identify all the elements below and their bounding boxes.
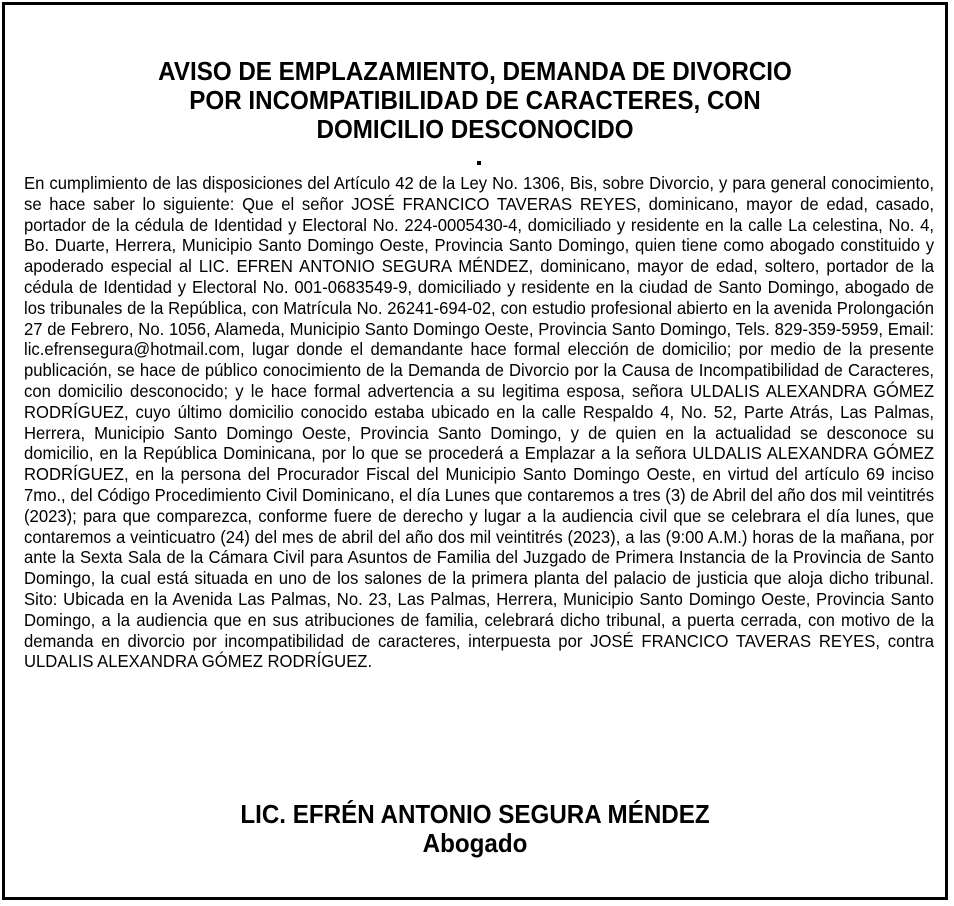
title-line-1: AVISO DE EMPLAZAMIENTO, DEMANDA DE DIVORCIO [158, 56, 792, 86]
signature-block [75, 800, 875, 858]
title-separator-dot [477, 161, 481, 165]
title-line-2: POR INCOMPATIBILIDAD DE CARACTERES, CON [189, 85, 761, 115]
title-line-3: DOMICILIO DESCONOCIDO [316, 114, 634, 144]
notice-body: En cumplimiento de las disposiciones del Artículo 42 de la Ley No. 1306, Bis, sobre Divorcio, y para general conocimiento, se hace saber lo siguiente: Que el señor JOSÉ FRANCICO TAVERAS REYES, dominicano, mayor de edad, casado, portador de la cédula de Identidad y Electoral No. 224-0005430-4, domiciliado y residente en la calle La celestina, No. 4, Bo. Duarte, Herrera, Municipio Santo Domingo Oeste, Provincia Santo Domingo, quien tiene como abogado constituido y apoderado especial al LIC. EFREN ANTONIO SEGURA MÉNDEZ, dominicano, mayor de edad, soltero, portador de la cédula de Identidad y Electoral No. 001-0683549-9, domiciliado y residente en la ciudad de Santo Domingo, abogado de los tribunales de la República, con Matrícula No. 26241-694-02, con estudio profesional abierto en la avenida Prolongación 27 de Febrero, No. 1056, Alameda, Municipio Santo Domingo Oeste, Provincia Santo Domingo, Tels. 829-359-5959, Email: lic.efrensegura@hotmail.com, lugar donde el demandante hace formal elección de domicilio; por medio de la presente publicación, se hace de público conocimiento de la Demanda de Divorcio por la Causa de Incompatibilidad de Caracteres, con domicilio desconocido; y le hace formal advertencia a su legitima esposa, señora ULDALIS ALEXANDRA GÓMEZ RODRÍGUEZ, cuyo último domicilio conocido estaba ubicado en la calle Respaldo 4, No. 52, Parte Atrás, Las Palmas, Herrera, Municipio Santo Domingo Oeste, Provincia Santo Domingo, y de quien en la actualidad se desconoce su domicilio, en la República Dominicana, por lo que se procederá a Emplazar a la señora ULDALIS ALEXANDRA GÓMEZ RODRÍGUEZ, en la persona del Procurador Fiscal del Municipio Santo Domingo Oeste, en virtud del artículo 69 inciso 7mo., del Código Procedimiento Civil Dominicano, el día Lunes que contaremos a tres (3) de Abril del año dos mil veintitrés (2023); para que comparezca, conforme fuere de derecho y lugar a la audiencia civil que se celebrara el día lunes, que contaremos a veinticuatro (24) del mes de abril del año dos mil veintitrés (2023), a las (9:00 A.M.) horas de la mañana, por ante la Sexta Sala de la Cámara Civil para Asuntos de Familia del Juzgado de Primera Instancia de la Provincia de Santo Domingo, la cual está situada en uno de los salones de la primera planta del palacio de justicia que aloja dicho tribunal. Sito: Ubicada en la Avenida Las Palmas, No. 23, Las Palmas, Herrera, Municipio Santo Domingo Oeste, Provincia Santo Domingo, a la audiencia que en sus atribuciones de familia, celebrará dicho tribunal, a puerta cerrada, con motivo de la demanda en divorcio por incompatibilidad de caracteres, interpuesta por JOSÉ FRANCICO TAVERAS REYES, contra ULDALIS ALEXANDRA GÓMEZ RODRÍGUEZ. [24, 173, 935, 672]
signer-title: Abogado [422, 828, 528, 858]
notice-frame [2, 2, 948, 900]
signer-name: LIC. EFRÉN ANTONIO SEGURA MÉNDEZ [240, 799, 710, 829]
notice-title [75, 57, 875, 144]
